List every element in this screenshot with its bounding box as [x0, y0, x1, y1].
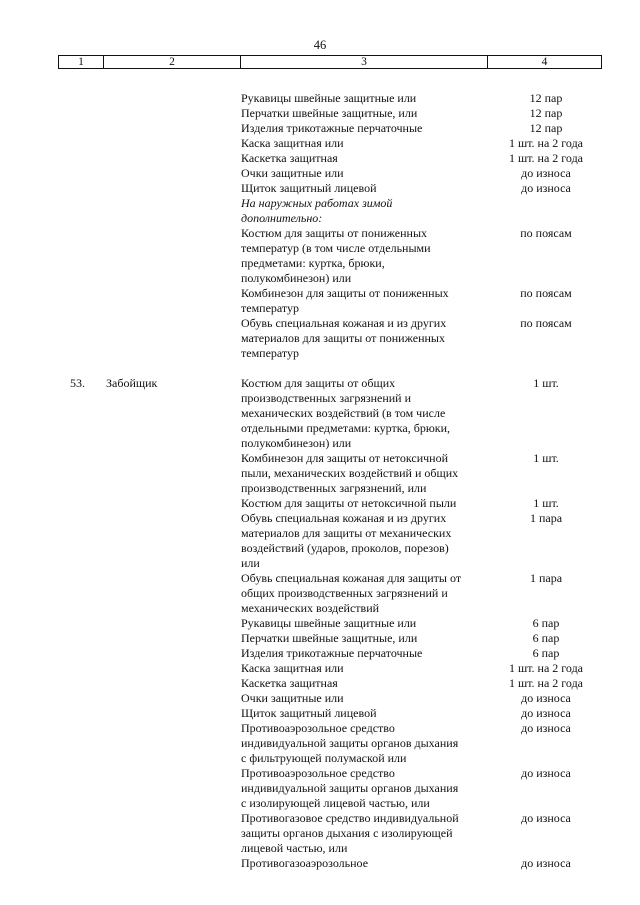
item-text: температур	[241, 301, 300, 315]
table-row	[0, 556, 640, 571]
item-text: общих производственных загрязнений и	[241, 586, 448, 600]
table-row	[0, 661, 640, 676]
table-row	[0, 796, 640, 811]
table-row	[0, 91, 640, 106]
profession-name: Забойщик	[106, 376, 158, 390]
norm-text: 6 пар	[532, 646, 560, 660]
item-text: защиты органов дыхания с изолирующей	[241, 826, 453, 840]
item-text: Обувь специальная кожаная для защиты от	[241, 571, 462, 585]
item-text: Очки защитные или	[241, 166, 344, 180]
table-row	[0, 826, 640, 841]
norm-text: 1 шт. на 2 года	[508, 676, 584, 690]
table-row	[0, 841, 640, 856]
item-text: Очки защитные или	[241, 691, 344, 705]
item-text: Противоаэрозольное средство	[241, 766, 395, 780]
table-row	[0, 511, 640, 526]
item-text: полукомбинезон) или	[241, 436, 352, 450]
item-text: дополнительно:	[241, 211, 323, 225]
table-row	[0, 331, 640, 346]
item-text: Каска защитная или	[241, 661, 344, 675]
item-text: с фильтрующей полумаской или	[241, 751, 407, 765]
item-text: Комбинезон для защиты от пониженных	[241, 286, 449, 300]
section-spacer	[0, 361, 640, 376]
item-text: или	[241, 556, 260, 570]
table-row	[0, 151, 640, 166]
norm-text: 1 шт.	[533, 496, 559, 510]
norm-text: до износа	[521, 706, 571, 720]
table-row	[0, 856, 640, 871]
norm-text: до износа	[521, 766, 571, 780]
item-text: отдельными предметами: куртка, брюки,	[241, 421, 451, 435]
item-text: материалов для защиты от механических	[241, 526, 452, 540]
item-text: Костюм для защиты от общих	[241, 376, 396, 390]
item-text: производственных загрязнений, или	[241, 481, 427, 495]
table-row	[0, 496, 640, 511]
norm-text: 6 пар	[532, 616, 560, 630]
table-row	[0, 586, 640, 601]
table-row	[0, 316, 640, 331]
table-row	[0, 421, 640, 436]
item-text: На наружных работах зимой	[241, 196, 393, 210]
item-text: Комбинезон для защиты от нетоксичной	[241, 451, 449, 465]
table-row	[0, 481, 640, 496]
item-text: с изолирующей лицевой частью, или	[241, 796, 430, 810]
item-text: Противогазоаэрозольное	[241, 856, 369, 870]
norm-text: до износа	[521, 721, 571, 735]
table-row	[0, 271, 640, 286]
item-text: Противоаэрозольное средство	[241, 721, 395, 735]
item-text: Каскетка защитная	[241, 151, 338, 165]
norm-text: до износа	[521, 856, 571, 870]
table-row	[0, 631, 640, 646]
table-row	[0, 736, 640, 751]
table-row	[0, 301, 640, 316]
norm-text: до износа	[521, 166, 571, 180]
item-text: Изделия трикотажные перчаточные	[241, 121, 423, 135]
table-row	[0, 676, 640, 691]
table-row	[0, 811, 640, 826]
item-text: Каскетка защитная	[241, 676, 338, 690]
table-row	[0, 646, 640, 661]
norm-text: 12 пар	[529, 91, 563, 105]
item-text: Обувь специальная кожаная и из других	[241, 316, 447, 330]
table-row	[0, 616, 640, 631]
item-text: Каска защитная или	[241, 136, 344, 150]
item-text: Рукавицы швейные защитные или	[241, 616, 417, 630]
item-text: полукомбинезон) или	[241, 271, 352, 285]
norm-text: 1 шт. на 2 года	[508, 661, 584, 675]
table-row	[0, 571, 640, 586]
item-text: индивидуальной защиты органов дыхания	[241, 736, 459, 750]
table-row	[0, 436, 640, 451]
table-row	[0, 781, 640, 796]
item-text: Костюм для защиты от пониженных	[241, 226, 428, 240]
table-row	[0, 241, 640, 256]
item-text: температур	[241, 346, 300, 360]
table-row	[0, 601, 640, 616]
norm-text: по поясам	[520, 316, 572, 330]
item-text: Изделия трикотажные перчаточные	[241, 646, 423, 660]
item-text: Обувь специальная кожаная и из других	[241, 511, 447, 525]
table-row	[0, 286, 640, 301]
norm-text: 6 пар	[532, 631, 560, 645]
item-text: индивидуальной защиты органов дыхания	[241, 781, 459, 795]
norm-text: по поясам	[520, 286, 572, 300]
item-text: Щиток защитный лицевой	[241, 181, 377, 195]
table-row	[0, 526, 640, 541]
item-text: механических воздействий (в том числе	[241, 406, 446, 420]
item-text: Перчатки швейные защитные, или	[241, 631, 418, 645]
table-row	[0, 181, 640, 196]
row-number: 53.	[70, 376, 85, 390]
norm-text: 12 пар	[529, 121, 563, 135]
item-text: механических воздействий	[241, 601, 380, 615]
table-row	[0, 541, 640, 556]
header-col-3: 3	[240, 56, 487, 68]
table-row	[0, 721, 640, 736]
item-text: пыли, механических воздействий и общих	[241, 466, 459, 480]
table-row	[0, 466, 640, 481]
table-row	[0, 226, 640, 241]
norm-text: 1 шт.	[533, 451, 559, 465]
header-col-1: 1	[78, 56, 84, 68]
table-row	[0, 166, 640, 181]
item-text: производственных загрязнений и	[241, 391, 412, 405]
table-row	[0, 406, 640, 421]
table-row	[0, 376, 640, 391]
table-row	[0, 196, 640, 211]
table-row	[0, 106, 640, 121]
item-text: лицевой частью, или	[241, 841, 348, 855]
norm-text: 1 шт.	[533, 376, 559, 390]
table-row	[0, 121, 640, 136]
norm-text: 1 пара	[529, 511, 563, 525]
table-body	[0, 91, 640, 871]
item-text: воздействий (ударов, проколов, порезов)	[241, 541, 449, 555]
table-row	[0, 751, 640, 766]
page-number: 46	[313, 38, 327, 52]
norm-text: до износа	[521, 691, 571, 705]
table-row	[0, 706, 640, 721]
norm-text: 1 шт. на 2 года	[508, 151, 584, 165]
item-text: температур (в том числе отдельными	[241, 241, 431, 255]
table-row	[0, 136, 640, 151]
item-text: Противогазовое средство индивидуальной	[241, 811, 459, 825]
table-row	[0, 451, 640, 466]
header-col-2: 2	[103, 56, 240, 68]
table-row	[0, 211, 640, 226]
item-text: предметами: куртка, брюки,	[241, 256, 385, 270]
table-row	[0, 256, 640, 271]
item-text: Перчатки швейные защитные, или	[241, 106, 418, 120]
item-text: материалов для защиты от пониженных	[241, 331, 445, 345]
item-text: Рукавицы швейные защитные или	[241, 91, 417, 105]
norm-text: по поясам	[520, 226, 572, 240]
table-header-row	[58, 55, 602, 69]
item-text: Костюм для защиты от нетоксичной пыли	[241, 496, 457, 510]
header-col-4: 4	[487, 56, 601, 68]
norm-text: до износа	[521, 181, 571, 195]
norm-text: до износа	[521, 811, 571, 825]
table-row	[0, 346, 640, 361]
table-row	[0, 766, 640, 781]
norm-text: 12 пар	[529, 106, 563, 120]
norm-text: 1 шт. на 2 года	[508, 136, 584, 150]
table-row	[0, 391, 640, 406]
item-text: Щиток защитный лицевой	[241, 706, 377, 720]
table-row	[0, 691, 640, 706]
norm-text: 1 пара	[529, 571, 563, 585]
